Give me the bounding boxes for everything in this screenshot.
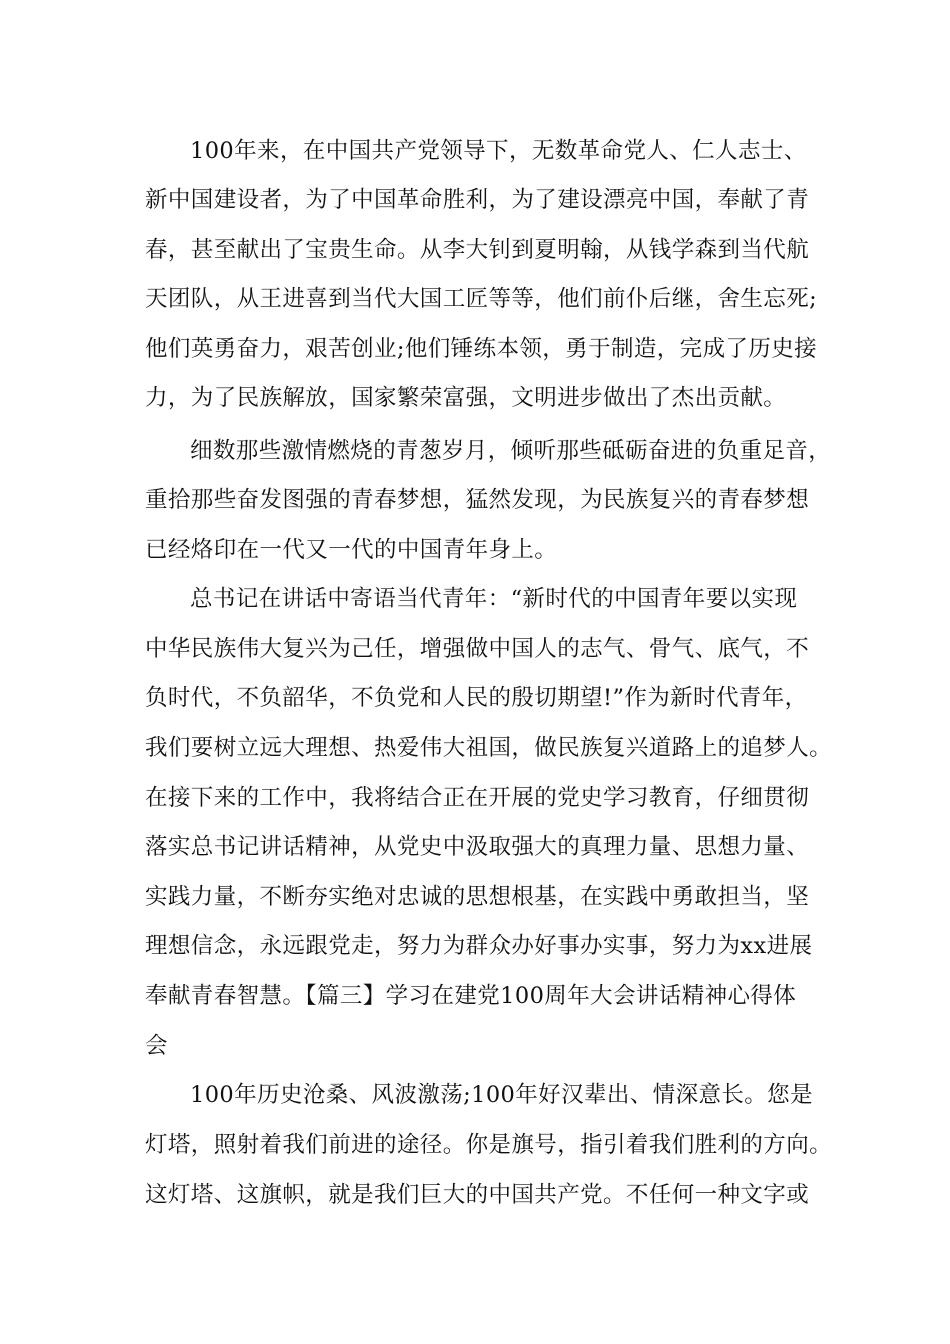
text-line: 奉献青春智慧。【篇三】学习在建党100周年大会讲话精神心得体: [145, 983, 797, 1009]
text-line: 100年来，在中国共产党领导下，无数革命党人、仁人志士、: [190, 138, 807, 164]
text-line: 灯塔，照射着我们前进的途径。你是旗号，指引着我们胜利的方向。: [145, 1132, 833, 1158]
text-line: 力，为了民族解放，国家繁荣富强，文明进步做出了杰出贡献。: [145, 385, 787, 411]
text-line: 100年历史沧桑、风波激荡;100年好汉辈出、情深意长。您是: [190, 1082, 813, 1108]
text-line: 新中国建设者，为了中国革命胜利，为了建设漂亮中国，奉献了青: [145, 187, 810, 213]
text-line: 这灯塔、这旗帜，就是我们巨大的中国共产党。不任何一种文字或: [145, 1182, 810, 1208]
text-line: 负时代，不负韶华，不负党和人民的殷切期望!”作为新时代青年，: [145, 685, 808, 711]
text-line: 他们英勇奋力，艰苦创业;他们锤练本领，勇于制造，完成了历史接: [145, 336, 818, 362]
text-line: 我们要树立远大理想、热爱伟大祖国，做民族复兴道路上的追梦人。: [145, 735, 833, 761]
text-line: 在接下来的工作中，我将结合正在开展的党史学习教育，仔细贯彻: [145, 785, 810, 811]
text-line: 会: [145, 1033, 168, 1059]
text-line: 理想信念，永远跟党走，努力为群众办好事办实事，努力为xx进展: [145, 933, 813, 959]
text-line: 落实总书记讲话精神，从党史中汲取强大的真理力量、思想力量、: [145, 834, 810, 860]
text-line: 重拾那些奋发图强的青春梦想，猛然发现，为民族复兴的青春梦想: [145, 487, 810, 513]
text-line: 春，甚至献出了宝贵生命。从李大钊到夏明翰，从钱学森到当代航: [145, 237, 810, 263]
text-line: 总书记在讲话中寄语当代青年：“新时代的中国青年要以实现: [190, 586, 798, 612]
text-line: 天团队，从王进喜到当代大国工匠等等，他们前仆后继，舍生忘死;: [145, 286, 818, 312]
text-line: 实践力量，不断夯实绝对忠诚的思想根基，在实践中勇敢担当，坚: [145, 884, 810, 910]
text-line: 已经烙印在一代又一代的中国青年身上。: [145, 537, 558, 563]
text-line: 细数那些激情燃烧的青葱岁月，倾听那些砥砺奋进的负重足音，: [190, 438, 832, 464]
text-line: 中华民族伟大复兴为己任，增强做中国人的志气、骨气、底气，不: [145, 636, 810, 662]
